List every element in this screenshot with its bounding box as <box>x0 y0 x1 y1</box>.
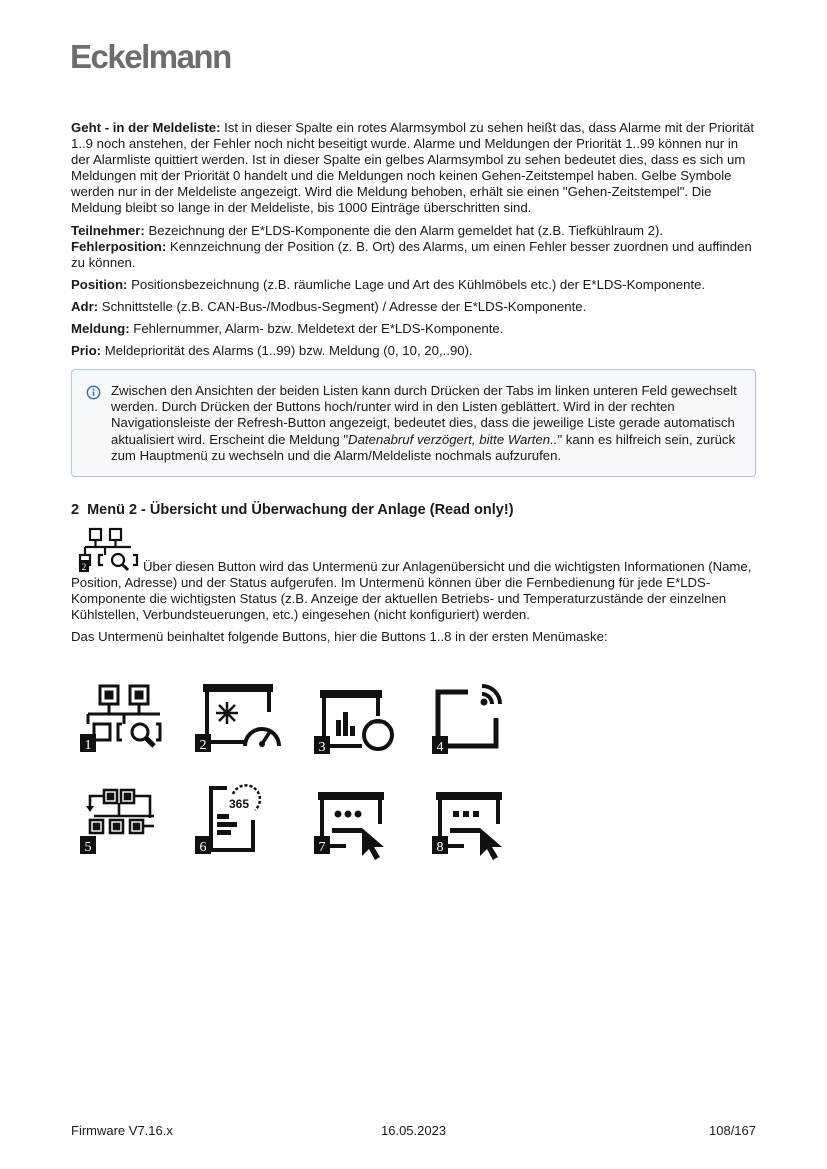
geht-paragraph <box>71 120 756 217</box>
section-intro-text: Über diesen Button wird das Untermenü zur Anlagenübersicht und die wichtigsten Informationen (Name, Position, Adresse) und der Status aufgerufen. Im Untermenü können über die Fernbedienung für jede E*LDS-Komponente die wichtigsten Status (z.B. Anzeige der aktuellen Betriebs- und Temperaturzustände der einzelnen Kühlstellen, Verbundsteuerungen, etc.) eingesehen (nicht konfiguriert) werden. <box>71 558 752 622</box>
footer-date: 16.05.2023 <box>381 1123 447 1138</box>
compressor-chart-icon <box>308 680 400 762</box>
meldung-text: Fehlernummer, Alarm- bzw. Meldetext der E*LDS-Komponente. <box>129 321 504 337</box>
info-icon <box>86 385 101 400</box>
network-topology-icon <box>74 780 166 862</box>
button-1-tile <box>74 680 166 762</box>
page-footer <box>71 1123 756 1139</box>
button-2-tile <box>189 680 281 762</box>
prio-text: Meldepriorität des Alarms (1..99) bzw. Meldung (0, 10, 20,..90). <box>101 343 473 359</box>
screen-dashes-cursor-icon <box>426 780 518 862</box>
buttons-intro-text: Das Untermenü beinhaltet folgende Buttons, hier die Buttons 1..8 in der ersten Menümaske: <box>71 629 608 645</box>
geht-text: Ist in dieser Spalte ein rotes Alarmsymbol zu sehen heißt das, dass Alarme mit der Priorität 1..9 noch anstehen, der Fehler noch nicht beseitigt wurde. Alarme und Meldungen der Priorität 1..99 können nur in der Alarmliste quittiert werden. Ist in dieser Spalte ein gelbes Alarmsymbol zu sehen bedeutet dies, dass es sich um Meldungen mit der Priorität 0 handelt und die Meldungen noch keinen Gehen-Zeitstempel haben. Gelbe Symbole werden nur in der Meldeliste angezeigt. Wird die Meldung behoben, erhält sie einen "Gehen-Zeitstempel". Die Meldung bleibt so lange in der Meldeliste, bis 1000 Einträge überschritten sind. <box>71 120 755 216</box>
info-text-italic: Datenabruf verzögert, bitte Warten.. <box>348 431 558 447</box>
prio-label: Prio: <box>71 343 102 359</box>
fehlerposition-label: Fehlerposition: <box>71 238 167 254</box>
position-label: Position: <box>71 276 128 292</box>
fehlerposition-text: Kennzeichnung der Position (z. B. Ort) des Alarms, um einen Fehler besser zuordnen und auffinden zu können. <box>71 238 752 270</box>
info-note <box>71 369 756 476</box>
teilnehmer-paragraph <box>71 223 756 239</box>
button-4-tile <box>426 680 518 762</box>
button-2-badge: 2 <box>199 738 207 753</box>
adr-text: Schnittstelle (z.B. CAN-Bus-/Modbus-Segment) / Adresse der E*LDS-Komponente. <box>98 298 587 314</box>
info-text <box>111 383 741 463</box>
screen-dots-cursor-icon <box>308 780 400 862</box>
button-4-badge: 4 <box>436 740 444 755</box>
document-body <box>71 120 756 651</box>
menu-2-button-icon <box>73 527 139 573</box>
footer-page-number: 108/167 <box>709 1123 756 1138</box>
button-8-badge: 8 <box>436 840 444 855</box>
adr-paragraph <box>71 299 756 315</box>
fehlerposition-paragraph <box>71 239 756 271</box>
section-number: 2 <box>71 501 80 518</box>
button-7-tile <box>308 780 400 862</box>
button-3-badge: 3 <box>318 740 326 755</box>
position-paragraph <box>71 277 756 293</box>
calendar-365-label: 365 <box>229 797 250 811</box>
button-icon-grid <box>71 680 541 870</box>
company-logo: Eckelmann <box>70 38 231 75</box>
button-3-tile <box>308 680 400 762</box>
button-8-tile <box>426 780 518 862</box>
calendar-365-icon <box>189 780 281 862</box>
intro-icon-badge: 2 <box>81 561 87 572</box>
info-text-part-2: " kann es hilfreich sein, zurück zum Hauptmenü zu wechseln und die Alarm/Meldeliste nochmals aufzurufen. <box>111 431 736 463</box>
section-title: Menü 2 - Übersicht und Überwachung der Anlage (Read only!) <box>87 501 514 518</box>
teilnehmer-text: Bezeichnung der E*LDS-Komponente die den Alarm gemeldet hat (z.B. Tiefkühlraum 2). <box>144 222 664 238</box>
button-5-badge: 5 <box>84 840 92 855</box>
wireless-monitor-icon <box>426 680 518 762</box>
button-6-tile <box>189 780 281 862</box>
plant-overview-icon <box>74 680 166 762</box>
refrigeration-gauge-icon <box>189 680 281 762</box>
button-1-badge: 1 <box>84 738 92 753</box>
info-text-part-1: Zwischen den Ansichten der beiden Listen kann durch Drücken der Tabs im linken unteren Feld gewechselt werden. Durch Drücken der Buttons hoch/runter wird in den Listen geblättert. Wird in der rechten Navigationsleiste der Refresh-Button angezeigt, bedeutet dies, dass die jeweilige Liste gerade automatisch aktualisiert wird. Erscheint die Meldung " <box>111 383 737 447</box>
meldung-label: Meldung: <box>71 321 130 337</box>
button-6-badge: 6 <box>199 840 207 855</box>
prio-paragraph <box>71 343 756 359</box>
teilnehmer-label: Teilnehmer: <box>71 222 145 238</box>
button-5-tile <box>74 780 166 862</box>
footer-firmware: Firmware V7.16.x <box>71 1123 173 1138</box>
adr-label: Adr: <box>71 298 99 314</box>
meldung-paragraph <box>71 321 756 337</box>
geht-label: Geht - in der Meldeliste: <box>71 120 221 135</box>
button-7-badge: 7 <box>318 840 326 855</box>
position-text: Positionsbezeichnung (z.B. räumliche Lage und Art des Kühlmöbels etc.) der E*LDS-Komponente. <box>127 276 706 292</box>
section-heading <box>71 501 756 519</box>
